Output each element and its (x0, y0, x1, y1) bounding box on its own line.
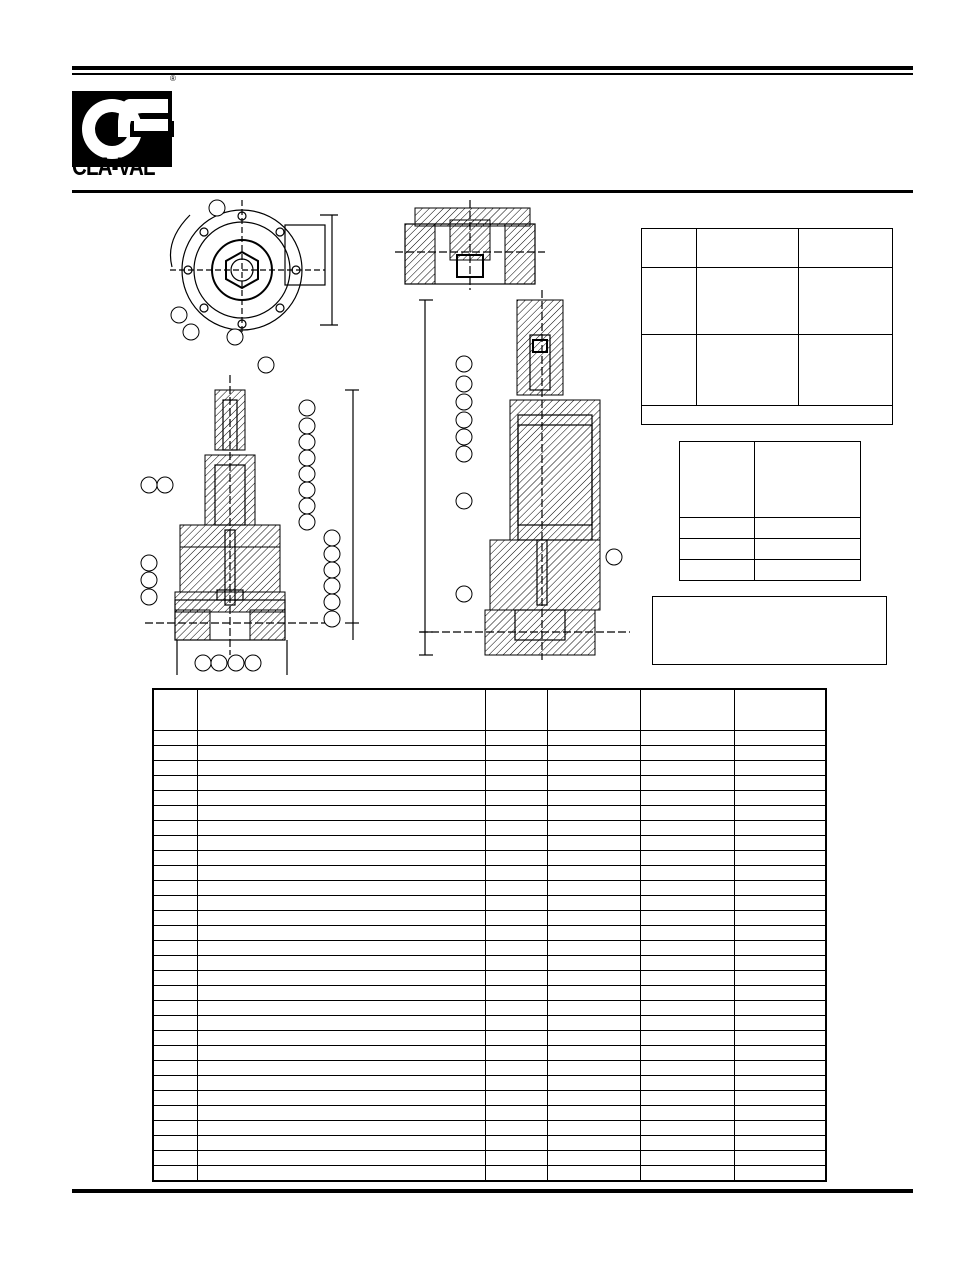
table-cell (485, 1106, 547, 1121)
side-table-top-head (642, 229, 893, 268)
table-row (153, 986, 826, 1001)
table-row (153, 1106, 826, 1121)
table-row (153, 881, 826, 896)
table-cell (547, 1016, 640, 1031)
table-cell (734, 971, 826, 986)
table-cell (485, 1136, 547, 1151)
table-cell (547, 746, 640, 761)
table-cell (640, 821, 734, 836)
table-cell (547, 986, 640, 1001)
table-cell (197, 971, 485, 986)
table-cell (197, 851, 485, 866)
table-cell (547, 821, 640, 836)
table-row (153, 746, 826, 761)
table-cell (734, 956, 826, 971)
table-cell (153, 791, 197, 806)
table-cell (547, 731, 640, 746)
table-cell (547, 851, 640, 866)
table-cell (640, 1166, 734, 1182)
registered-mark: ® (170, 74, 176, 83)
table-cell (153, 1061, 197, 1076)
table-cell (485, 851, 547, 866)
side-table-top-row (642, 268, 893, 335)
table-cell (485, 911, 547, 926)
table-cell (734, 761, 826, 776)
section-view-right-drawing (415, 290, 630, 660)
table-row (153, 956, 826, 971)
header-rule-thin (72, 73, 913, 75)
table-cell (547, 1001, 640, 1016)
table-cell (547, 1166, 640, 1182)
side-table-middle-row (680, 518, 861, 539)
table-cell (547, 1046, 640, 1061)
side-table-middle (679, 441, 861, 581)
table-cell (734, 791, 826, 806)
table-cell (485, 1151, 547, 1166)
table-cell (640, 986, 734, 1001)
table-cell (640, 776, 734, 791)
table-cell (153, 881, 197, 896)
table-cell (485, 986, 547, 1001)
table-cell (153, 731, 197, 746)
table-cell (153, 1106, 197, 1121)
table-cell (547, 1061, 640, 1076)
table-cell (153, 776, 197, 791)
table-cell (640, 731, 734, 746)
table-row (153, 911, 826, 926)
table-row (153, 1091, 826, 1106)
parts-list-header-row (153, 689, 826, 731)
table-cell (547, 956, 640, 971)
table-cell (640, 806, 734, 821)
table-cell (640, 881, 734, 896)
table-cell (197, 1166, 485, 1182)
table-cell (734, 851, 826, 866)
table-cell (640, 911, 734, 926)
table-cell (547, 881, 640, 896)
table-cell (734, 806, 826, 821)
table-cell (640, 851, 734, 866)
table-cell (485, 1121, 547, 1136)
table-cell (153, 896, 197, 911)
table-cell (734, 836, 826, 851)
footer-rule (72, 1189, 913, 1193)
table-cell (485, 1016, 547, 1031)
table-cell (485, 836, 547, 851)
table-cell (734, 746, 826, 761)
table-cell (197, 1091, 485, 1106)
table-cell (153, 866, 197, 881)
table-cell (734, 941, 826, 956)
table-cell (153, 1046, 197, 1061)
table-cell (153, 956, 197, 971)
table-cell (153, 941, 197, 956)
table-cell (547, 1136, 640, 1151)
table-cell (197, 1001, 485, 1016)
table-row (153, 926, 826, 941)
table-cell (734, 1076, 826, 1091)
table-cell (640, 1016, 734, 1031)
table-cell (197, 1136, 485, 1151)
table-row (153, 866, 826, 881)
table-cell (734, 881, 826, 896)
side-table-top-row (642, 335, 893, 406)
table-cell (197, 731, 485, 746)
table-cell (547, 1076, 640, 1091)
trademark-mark: ™ (166, 155, 172, 161)
table-cell (734, 731, 826, 746)
top-view-drawing (160, 195, 345, 350)
section-view-left-drawing (135, 355, 365, 680)
table-cell (734, 776, 826, 791)
table-cell (197, 836, 485, 851)
table-cell (734, 1046, 826, 1061)
table-cell (153, 806, 197, 821)
table-cell (197, 806, 485, 821)
table-cell (485, 866, 547, 881)
table-cell (640, 896, 734, 911)
table-cell (153, 986, 197, 1001)
table-cell (153, 1001, 197, 1016)
table-cell (640, 746, 734, 761)
table-cell (547, 1151, 640, 1166)
table-cell (197, 866, 485, 881)
table-row (153, 1151, 826, 1166)
table-row (153, 941, 826, 956)
table-cell (153, 821, 197, 836)
table-cell (197, 1106, 485, 1121)
table-cell (153, 1076, 197, 1091)
table-row (153, 896, 826, 911)
table-cell (485, 791, 547, 806)
table-cell (547, 836, 640, 851)
table-row (153, 1001, 826, 1016)
table-cell (640, 926, 734, 941)
table-cell (640, 1001, 734, 1016)
table-cell (734, 1151, 826, 1166)
table-cell (485, 1061, 547, 1076)
side-table-top-foot (642, 406, 893, 425)
table-cell (547, 791, 640, 806)
table-cell (640, 791, 734, 806)
table-cell (153, 1136, 197, 1151)
table-cell (640, 941, 734, 956)
table-cell (734, 1091, 826, 1106)
table-cell (197, 881, 485, 896)
table-cell (547, 1121, 640, 1136)
table-cell (485, 1046, 547, 1061)
table-cell (640, 1046, 734, 1061)
table-cell (640, 866, 734, 881)
header-rule-thick (72, 66, 913, 70)
table-cell (485, 881, 547, 896)
table-cell (197, 941, 485, 956)
table-cell (153, 1121, 197, 1136)
table-cell (734, 1061, 826, 1076)
table-cell (485, 1076, 547, 1091)
note-box (652, 596, 887, 665)
table-cell (547, 911, 640, 926)
table-cell (153, 761, 197, 776)
table-row (153, 1166, 826, 1182)
table-cell (640, 1091, 734, 1106)
table-row (153, 1046, 826, 1061)
side-table-middle-row (680, 560, 861, 581)
table-cell (153, 851, 197, 866)
table-cell (734, 926, 826, 941)
table-cell (197, 1121, 485, 1136)
table-cell (734, 911, 826, 926)
table-cell (153, 836, 197, 851)
table-cell (547, 1106, 640, 1121)
table-cell (734, 1031, 826, 1046)
side-table-top (641, 228, 893, 425)
table-cell (485, 776, 547, 791)
table-cell (153, 1091, 197, 1106)
table-cell (640, 956, 734, 971)
table-cell (197, 1076, 485, 1091)
table-cell (547, 866, 640, 881)
table-cell (153, 746, 197, 761)
table-cell (640, 1061, 734, 1076)
table-row (153, 971, 826, 986)
side-table-middle-row (680, 539, 861, 560)
table-cell (197, 926, 485, 941)
table-cell (734, 986, 826, 1001)
table-cell (734, 896, 826, 911)
table-cell (640, 1136, 734, 1151)
table-row (153, 776, 826, 791)
table-cell (153, 1166, 197, 1182)
table-cell (640, 1076, 734, 1091)
table-cell (485, 821, 547, 836)
table-cell (547, 971, 640, 986)
table-cell (485, 746, 547, 761)
table-cell (197, 1151, 485, 1166)
table-cell (485, 761, 547, 776)
table-cell (197, 1031, 485, 1046)
logo-wordmark: CLA-VAL (72, 153, 155, 181)
parts-list-table (152, 688, 827, 1182)
table-row (153, 821, 826, 836)
table-cell (547, 941, 640, 956)
table-cell (485, 806, 547, 821)
table-cell (640, 1151, 734, 1166)
table-cell (734, 1166, 826, 1182)
table-cell (485, 971, 547, 986)
table-row (153, 761, 826, 776)
table-row (153, 806, 826, 821)
table-cell (734, 1106, 826, 1121)
table-cell (197, 791, 485, 806)
table-cell (734, 1136, 826, 1151)
table-cell (485, 896, 547, 911)
parts-list-body (153, 689, 826, 1181)
table-cell (640, 1031, 734, 1046)
table-cell (153, 911, 197, 926)
table-cell (197, 746, 485, 761)
table-cell (547, 776, 640, 791)
table-cell (640, 1121, 734, 1136)
table-cell (153, 926, 197, 941)
table-cell (197, 986, 485, 1001)
table-cell (640, 761, 734, 776)
table-row (153, 1031, 826, 1046)
table-row (153, 791, 826, 806)
table-cell (485, 941, 547, 956)
table-cell (197, 776, 485, 791)
table-cell (547, 806, 640, 821)
table-row (153, 731, 826, 746)
table-row (153, 1061, 826, 1076)
table-cell (485, 1091, 547, 1106)
table-cell (640, 1106, 734, 1121)
table-cell (734, 1001, 826, 1016)
table-cell (640, 971, 734, 986)
table-cell (197, 911, 485, 926)
table-cell (485, 1001, 547, 1016)
table-cell (153, 971, 197, 986)
table-cell (197, 1061, 485, 1076)
table-cell (547, 1091, 640, 1106)
table-cell (547, 761, 640, 776)
table-cell (153, 1151, 197, 1166)
table-cell (547, 1031, 640, 1046)
side-table-middle-head (680, 442, 861, 518)
table-cell (734, 1016, 826, 1031)
table-cell (485, 1166, 547, 1182)
table-row (153, 1136, 826, 1151)
table-cell (197, 1046, 485, 1061)
table-row (153, 836, 826, 851)
table-cell (197, 1016, 485, 1031)
table-cell (734, 866, 826, 881)
table-cell (197, 821, 485, 836)
table-cell (153, 1031, 197, 1046)
table-cell (485, 731, 547, 746)
header-rule-bottom (72, 190, 913, 193)
table-row (153, 1121, 826, 1136)
table-cell (153, 1016, 197, 1031)
table-cell (640, 836, 734, 851)
table-row (153, 1016, 826, 1031)
table-cell (547, 926, 640, 941)
table-cell (197, 896, 485, 911)
table-cell (197, 956, 485, 971)
table-cell (485, 926, 547, 941)
table-cell (485, 1031, 547, 1046)
table-cell (485, 956, 547, 971)
table-cell (734, 821, 826, 836)
table-cell (547, 896, 640, 911)
table-cell (197, 761, 485, 776)
table-row (153, 851, 826, 866)
side-view-small-drawing (395, 200, 545, 290)
table-row (153, 1076, 826, 1091)
table-cell (734, 1121, 826, 1136)
